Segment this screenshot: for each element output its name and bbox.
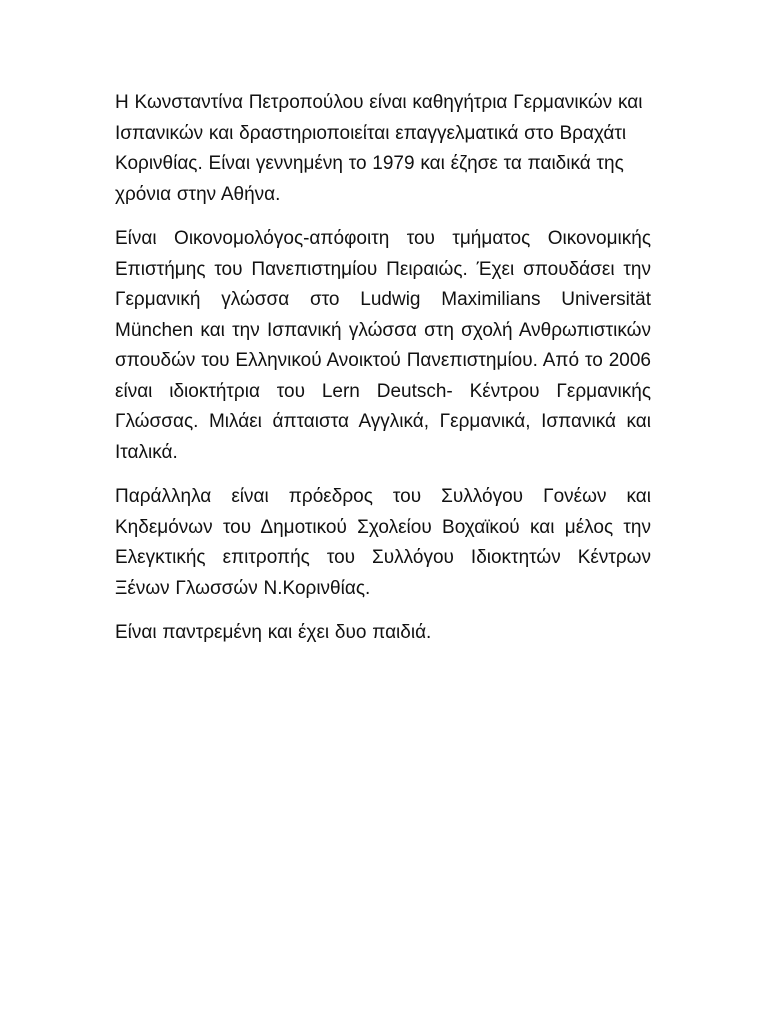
- paragraph-education: Είναι Οικονομολόγος-απόφοιτη του τμήματος Οικονομικής Επιστήμης του Πανεπιστημίου Πειραιώς. Έχει σπουδάσει την Γερμανική γλώσσα στο Ludwig Maximilians Universität München και την Ισπανική γλώσσα στη σχολή Ανθρωπιστικών σπουδών του Ελληνικού Ανοικτού Πανεπιστημίου. Από το 2006 είναι ιδιοκτήτρια του Lern Deutsch- Κέντρου Γερμανικής Γλώσσας. Μιλάει άπταιστα Αγγλικά, Γερμανικά, Ισπανικά και Ιταλικά.: [115, 228, 651, 463]
- paragraph-activities: Παράλληλα είναι πρόεδρος του Συλλόγου Γονέων και Κηδεμόνων του Δημοτικού Σχολείου Βοχαϊκού και μέλος την Ελεγκτικής επιτροπής του Συλλόγου Ιδιοκτητών Κέντρων Ξένων Γλωσσών Ν.Κορινθίας.: [115, 486, 651, 599]
- document-body: [115, 88, 651, 663]
- paragraph-intro: Η Κωνσταντίνα Πετροπούλου είναι καθηγήτρια Γερμανικών και Ισπανικών και δραστηριοποιείται επαγγελματικά στο Βραχάτι Κορινθίας. Είναι γεννημένη το 1979 και έζησε τα παιδικά της χρόνια στην Αθήνα.: [115, 92, 643, 205]
- paragraph-family: Είναι παντρεμένη και έχει δυο παιδιά.: [115, 622, 432, 643]
